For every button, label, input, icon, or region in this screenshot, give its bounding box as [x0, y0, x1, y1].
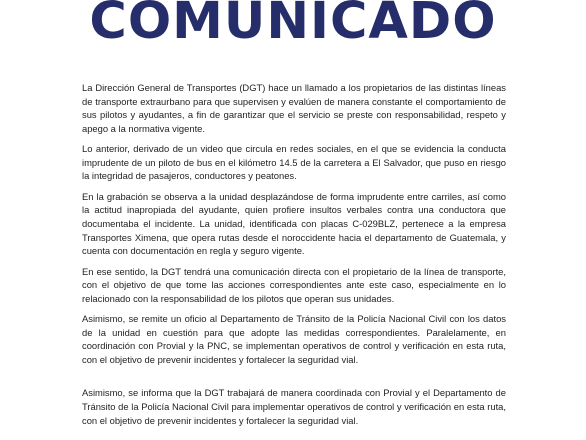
document-title: COMUNICADO: [89, 0, 497, 51]
paragraph-6: Asimismo, se informa que la DGT trabajará de manera coordinada con Provial y el Departamento de Tránsito de la Policía Nacional Civil para implementar operativos de control y verificación en esta ruta, con el objetivo de prevenir incidentes y fortalecer la seguridad vial.: [82, 387, 506, 426]
paragraph-1: La Dirección General de Transportes (DGT) hace un llamado a los propietarios de las distintas líneas de transporte extraurbano para que supervisen y evalúen de manera constante el comportamiento de sus pilotos y ayudantes, a fin de garantizar que el servicio se preste con responsabilidad, respeto y apego a la normativa vigente.: [82, 82, 506, 134]
paragraph-3: En la grabación se observa a la unidad desplazándose de forma imprudente entre carriles, así como la actitud inapropiada del ayudante, quien profiere insultos verbales contra una conductora que documentaba el incidente. La unidad, identificada con placas C-029BLZ, pertenece a la empresa Transportes Ximena, que opera rutas desde el noroccidente hacia el departamento de Guatemala, y cuenta con documentación en regla y seguro vigente.: [82, 190, 506, 257]
paragraph-2: Lo anterior, derivado de un video que circula en redes sociales, en el que se evidencia la conducta imprudente de un piloto de bus en el kilómetro 14.5 de la carretera a El Salvador, que puso en riesgo la integridad de pasajeros, conductores y peatones.: [82, 143, 506, 182]
paragraph-5: Asimismo, se remite un oficio al Departamento de Tránsito de la Policía Nacional Civil con los datos de la unidad en cuestión para que adopte las medidas correspondientes. Paralelamente, en coordinación con Provial y la PNC, se implementan operativos de control y verificación en esta ruta, con el objetivo de prevenir incidentes y fortalecer la seguridad vial.: [82, 313, 506, 365]
paragraph-4: En ese sentido, la DGT tendrá una comunicación directa con el propietario de la línea de transporte, con el objetivo de que tome las acciones correspondientes ante este caso, especialmente en lo relacionado con la responsabilidad de los pilotos que operan sus unidades.: [82, 265, 506, 304]
document-body: [82, 81, 506, 434]
